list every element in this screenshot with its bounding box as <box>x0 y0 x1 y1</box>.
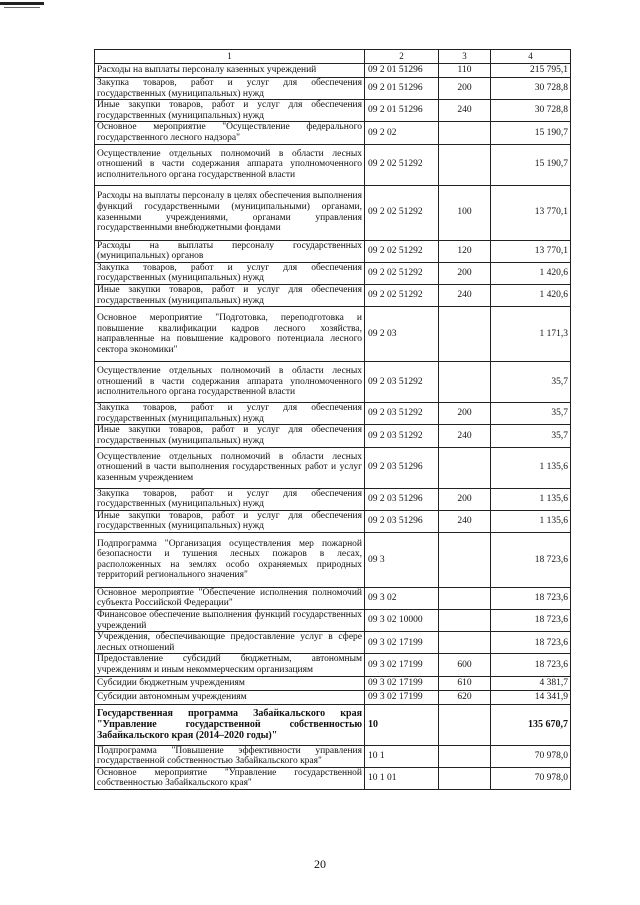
row-amount-cell: 30 728,8 <box>491 100 571 122</box>
table-row <box>95 510 571 532</box>
row-expense-type-cell <box>439 122 491 144</box>
row-code-cell: 09 3 02 <box>365 587 439 609</box>
table-row <box>95 185 571 240</box>
row-amount-cell: 1 420,6 <box>491 262 571 284</box>
column-3-number: 3 <box>439 50 491 64</box>
row-expense-type-cell: 610 <box>439 676 491 690</box>
row-expense-type-cell: 200 <box>439 78 491 100</box>
row-code-cell: 09 2 01 51296 <box>365 78 439 100</box>
table-row <box>95 745 571 767</box>
row-name-cell: Субсидии бюджетным учреждениям <box>95 676 365 690</box>
row-name-cell: Иные закупки товаров, работ и услуг для обеспечения государственных (муниципальных) нужд <box>95 100 365 122</box>
table-row <box>95 362 571 403</box>
row-name-cell: Закупка товаров, работ и услуг для обеспечения государственных (муниципальных) нужд <box>95 488 365 510</box>
row-amount-cell: 18 723,6 <box>491 632 571 654</box>
row-expense-type-cell: 620 <box>439 690 491 704</box>
row-code-cell: 09 3 02 17199 <box>365 654 439 676</box>
row-amount-cell: 35,7 <box>491 403 571 425</box>
row-name-cell: Субсидии автономным учреждениям <box>95 690 365 704</box>
row-code-cell: 09 3 02 17199 <box>365 632 439 654</box>
row-amount-cell: 215 795,1 <box>491 64 571 78</box>
row-amount-cell: 70 978,0 <box>491 745 571 767</box>
row-code-cell: 10 <box>365 704 439 745</box>
table-row <box>95 284 571 306</box>
row-name-cell: Иные закупки товаров, работ и услуг для обеспечения государственных (муниципальных) нужд <box>95 510 365 532</box>
row-amount-cell: 13 770,1 <box>491 240 571 262</box>
row-expense-type-cell: 120 <box>439 240 491 262</box>
table-row <box>95 488 571 510</box>
row-expense-type-cell: 200 <box>439 262 491 284</box>
row-code-cell: 09 2 02 <box>365 122 439 144</box>
row-name-cell: Финансовое обеспечение выполнения функций государственных учреждений <box>95 610 365 632</box>
row-expense-type-cell <box>439 144 491 185</box>
row-name-cell: Закупка товаров, работ и услуг для обеспечения государственных (муниципальных) нужд <box>95 78 365 100</box>
row-expense-type-cell <box>439 610 491 632</box>
row-amount-cell: 18 723,6 <box>491 587 571 609</box>
row-name-cell: Основное мероприятие "Обеспечение исполнения полномочий субъекта Российской Федерации" <box>95 587 365 609</box>
row-expense-type-cell <box>439 632 491 654</box>
row-amount-cell: 70 978,0 <box>491 767 571 789</box>
row-amount-cell: 30 728,8 <box>491 78 571 100</box>
row-code-cell: 09 2 02 51292 <box>365 144 439 185</box>
row-name-cell: Учреждения, обеспечивающие предоставление услуг в сфере лесных отношений <box>95 632 365 654</box>
row-name-cell: Расходы на выплаты персоналу в целях обеспечения выполнения функций государственными (муниципальными) органами, казенными учреждениями, органами управления государственными внебюджетными фондами <box>95 185 365 240</box>
row-amount-cell: 1 135,6 <box>491 510 571 532</box>
row-amount-cell: 18 723,6 <box>491 654 571 676</box>
row-expense-type-cell: 200 <box>439 403 491 425</box>
table-row <box>95 587 571 609</box>
row-code-cell: 09 3 02 10000 <box>365 610 439 632</box>
row-name-cell: Предоставление субсидий бюджетным, автономным учреждениям и иным некоммерческим организациям <box>95 654 365 676</box>
row-amount-cell: 15 190,7 <box>491 144 571 185</box>
row-amount-cell: 135 670,7 <box>491 704 571 745</box>
row-expense-type-cell: 240 <box>439 510 491 532</box>
row-amount-cell: 1 135,6 <box>491 488 571 510</box>
row-expense-type-cell <box>439 767 491 789</box>
budget-table <box>94 49 571 790</box>
row-amount-cell: 1 171,3 <box>491 307 571 362</box>
table-row <box>95 122 571 144</box>
row-name-cell: Основное мероприятие "Подготовка, переподготовка и повышение квалификации кадров лесного хозяйства, направленные на повышение кадрового потенциала лесного сектора экономики" <box>95 307 365 362</box>
row-amount-cell: 14 341,9 <box>491 690 571 704</box>
row-code-cell: 09 3 <box>365 532 439 587</box>
row-expense-type-cell <box>439 307 491 362</box>
row-amount-cell: 18 723,6 <box>491 610 571 632</box>
row-name-cell: Подпрограмма "Повышение эффективности управления государственной собственностью Забайкальского края" <box>95 745 365 767</box>
row-code-cell: 09 2 03 51292 <box>365 425 439 447</box>
row-code-cell: 09 2 01 51296 <box>365 100 439 122</box>
row-code-cell: 09 3 02 17199 <box>365 690 439 704</box>
row-expense-type-cell: 240 <box>439 100 491 122</box>
row-name-cell: Государственная программа Забайкальского края "Управление государственной собственностью Забайкальского края (2014–2020 годы)" <box>95 704 365 745</box>
column-2-number: 2 <box>365 50 439 64</box>
table-row <box>95 403 571 425</box>
scan-corner-mark <box>0 0 64 12</box>
table-row <box>95 240 571 262</box>
table-row <box>95 447 571 488</box>
budget-table-body <box>95 50 571 790</box>
row-amount-cell: 13 770,1 <box>491 185 571 240</box>
row-name-cell: Расходы на выплаты персоналу государственных (муниципальных) органов <box>95 240 365 262</box>
row-expense-type-cell: 240 <box>439 425 491 447</box>
table-row <box>95 64 571 78</box>
row-code-cell: 09 2 03 51292 <box>365 362 439 403</box>
table-row <box>95 632 571 654</box>
row-name-cell: Подпрограмма "Организация осуществления мер пожарной безопасности и тушения лесных пожаров в лесах, расположенных на землях особо охраняемых природных территорий регионального значения" <box>95 532 365 587</box>
table-row <box>95 144 571 185</box>
row-amount-cell: 4 381,7 <box>491 676 571 690</box>
column-1-number: 1 <box>95 50 365 64</box>
row-name-cell: Основное мероприятие "Управление государственной собственностью Забайкальского края" <box>95 767 365 789</box>
table-row <box>95 767 571 789</box>
row-expense-type-cell: 200 <box>439 488 491 510</box>
row-expense-type-cell: 100 <box>439 185 491 240</box>
table-row <box>95 610 571 632</box>
row-code-cell: 09 2 02 51292 <box>365 284 439 306</box>
row-name-cell: Иные закупки товаров, работ и услуг для обеспечения государственных (муниципальных) нужд <box>95 284 365 306</box>
row-expense-type-cell <box>439 447 491 488</box>
row-name-cell: Осуществление отдельных полномочий в области лесных отношений в части содержания аппарата уполномоченного исполнительного органа государственной власти <box>95 144 365 185</box>
row-code-cell: 09 2 03 51296 <box>365 488 439 510</box>
row-code-cell: 09 2 03 51292 <box>365 403 439 425</box>
column-4-number: 4 <box>491 50 571 64</box>
row-amount-cell: 35,7 <box>491 425 571 447</box>
table-row <box>95 425 571 447</box>
row-amount-cell: 1 420,6 <box>491 284 571 306</box>
row-expense-type-cell: 240 <box>439 284 491 306</box>
table-row <box>95 307 571 362</box>
row-code-cell: 10 1 <box>365 745 439 767</box>
column-number-header-row <box>95 50 571 64</box>
row-amount-cell: 35,7 <box>491 362 571 403</box>
row-code-cell: 09 2 03 51296 <box>365 510 439 532</box>
table-row <box>95 532 571 587</box>
row-expense-type-cell <box>439 704 491 745</box>
row-code-cell: 09 2 01 51296 <box>365 64 439 78</box>
row-name-cell: Расходы на выплаты персоналу казенных учреждений <box>95 64 365 78</box>
row-code-cell: 09 2 03 51296 <box>365 447 439 488</box>
row-name-cell: Осуществление отдельных полномочий в области лесных отношений в части выполнения государственных работ и услуг казенным учреждением <box>95 447 365 488</box>
row-amount-cell: 1 135,6 <box>491 447 571 488</box>
row-name-cell: Закупка товаров, работ и услуг для обеспечения государственных (муниципальных) нужд <box>95 403 365 425</box>
row-code-cell: 09 3 02 17199 <box>365 676 439 690</box>
table-row <box>95 262 571 284</box>
table-row <box>95 78 571 100</box>
row-code-cell: 10 1 01 <box>365 767 439 789</box>
table-row <box>95 100 571 122</box>
table-row <box>95 676 571 690</box>
row-name-cell: Иные закупки товаров, работ и услуг для обеспечения государственных (муниципальных) нужд <box>95 425 365 447</box>
row-name-cell: Закупка товаров, работ и услуг для обеспечения государственных (муниципальных) нужд <box>95 262 365 284</box>
row-amount-cell: 18 723,6 <box>491 532 571 587</box>
page-number: 20 <box>314 857 326 871</box>
row-expense-type-cell: 600 <box>439 654 491 676</box>
row-expense-type-cell <box>439 745 491 767</box>
row-code-cell: 09 2 03 <box>365 307 439 362</box>
row-name-cell: Осуществление отдельных полномочий в области лесных отношений в части содержания аппарата уполномоченного исполнительного органа государственной власти <box>95 362 365 403</box>
row-expense-type-cell <box>439 587 491 609</box>
row-code-cell: 09 2 02 51292 <box>365 185 439 240</box>
table-row <box>95 654 571 676</box>
table-row <box>95 704 571 745</box>
row-expense-type-cell: 110 <box>439 64 491 78</box>
row-expense-type-cell <box>439 362 491 403</box>
row-code-cell: 09 2 02 51292 <box>365 240 439 262</box>
row-amount-cell: 15 190,7 <box>491 122 571 144</box>
row-name-cell: Основное мероприятие "Осуществление федерального государственного лесного надзора" <box>95 122 365 144</box>
table-row <box>95 690 571 704</box>
row-expense-type-cell <box>439 532 491 587</box>
row-code-cell: 09 2 02 51292 <box>365 262 439 284</box>
